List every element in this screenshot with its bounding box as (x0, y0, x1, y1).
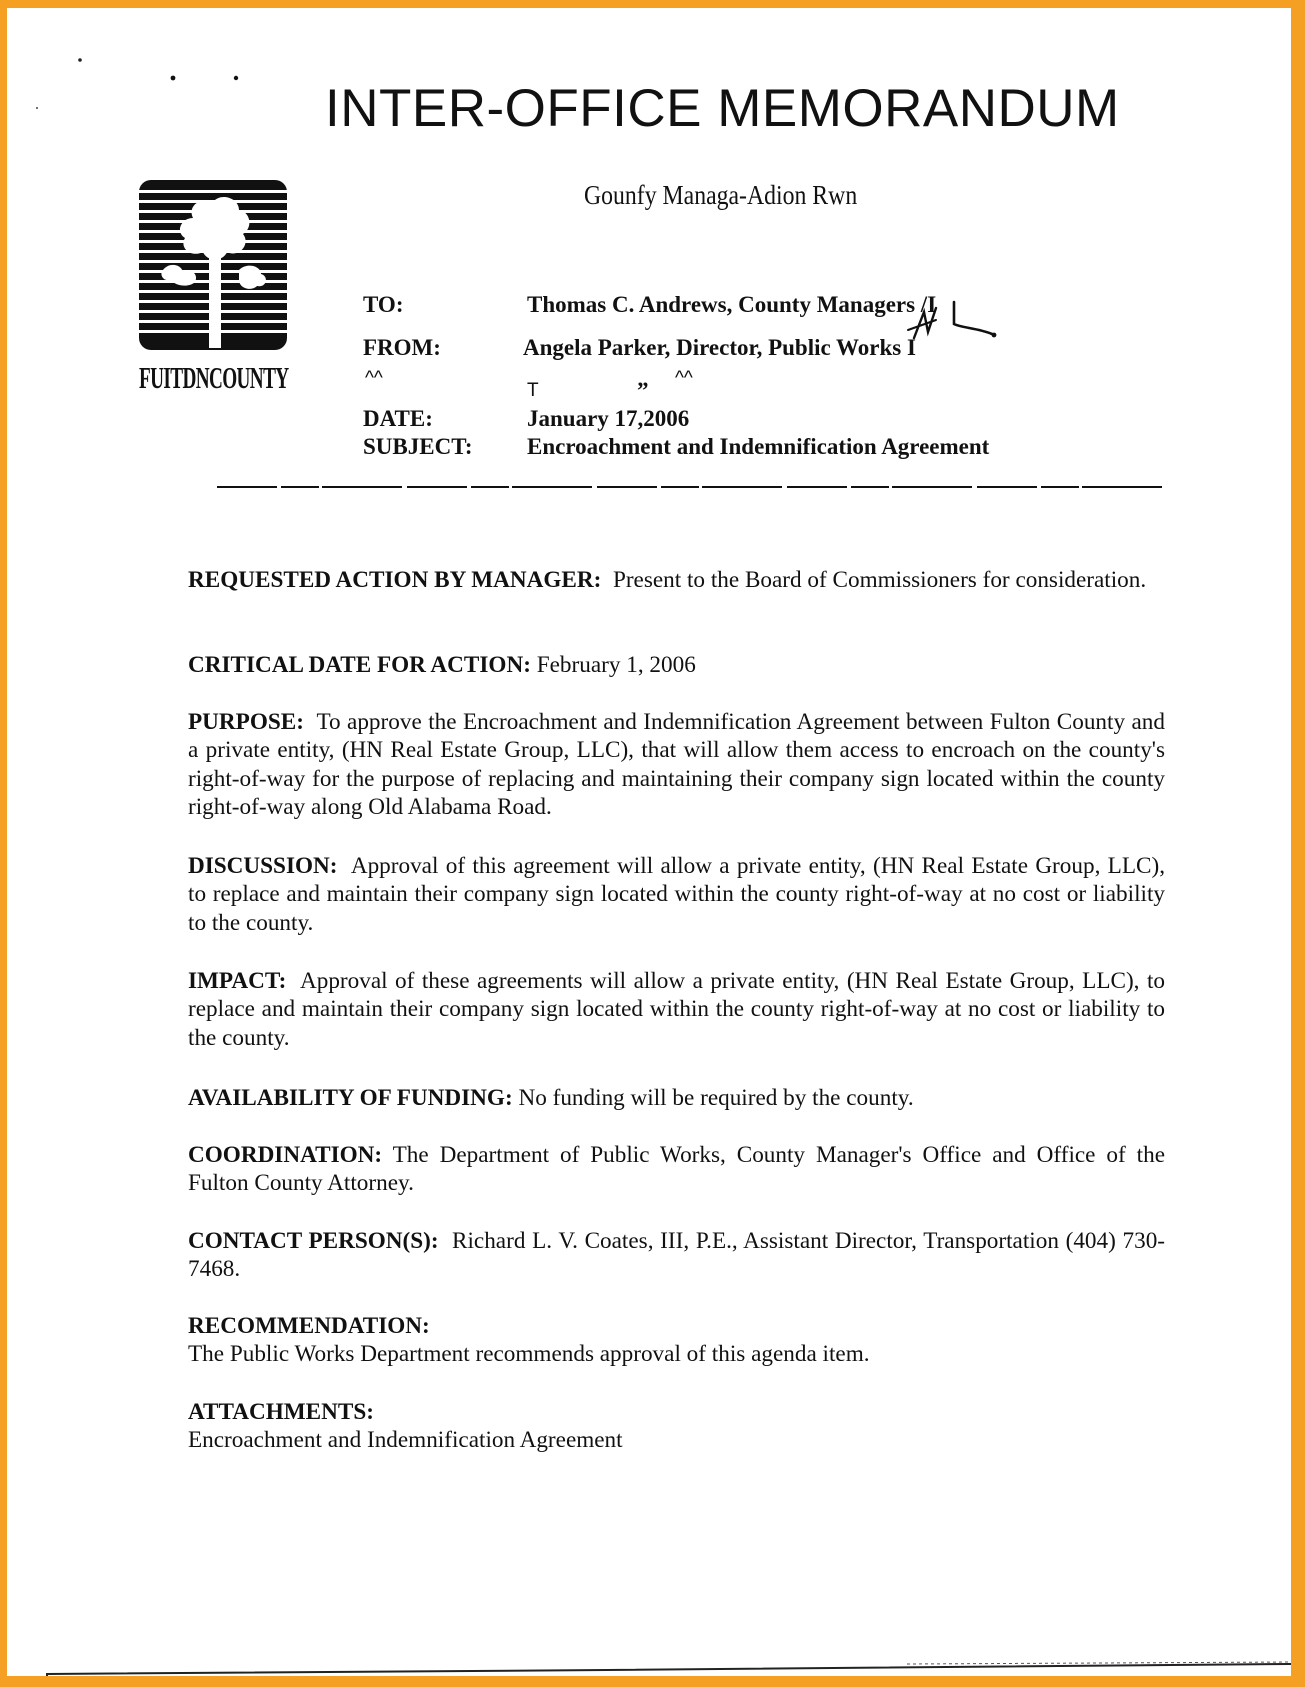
section-recommendation (188, 1312, 1165, 1369)
office-line: Gounfy Managa-Adion Rwn (584, 180, 858, 210)
scan-bottom-edge (7, 1608, 1291, 1676)
attachments-text: Encroachment and Indemnification Agreement (188, 1427, 623, 1454)
contact-text: Richard L. V. Coates, III, P.E., Assistant Director, Transportation (404) 730-7468. (188, 1228, 1166, 1283)
impact-label: IMPACT: (188, 968, 287, 994)
to-label: TO: (363, 292, 404, 317)
county-logo-text: FUITDNCOUNTY (139, 360, 289, 395)
purpose-text: To approve the Encroachment and Indemnification Agreement between Fulton County and a private entity, (HN Real Estate Group, LLC), that will allow them access to encroach on the county's right-of-way for the purpose of replacing and maintaining their company sign located within the county right-of-way along Old Alabama Road. (188, 709, 1165, 820)
discussion-label: DISCUSSION: (188, 853, 338, 879)
impact-text: Approval of these agreements will allow a private entity, (HN Real Estate Group, LLC), to replace and maintain their company sign located within the county right-of-way at no cost or liability to the county. (188, 968, 1165, 1051)
stray-mark: ^^ (365, 368, 383, 389)
coordination-label: COORDINATION: (188, 1142, 383, 1168)
stray-mark: ” (637, 378, 649, 403)
attachments-label: ATTACHMENTS: (188, 1399, 374, 1425)
header-divider (217, 484, 1167, 490)
scan-specks (7, 8, 267, 128)
section-impact (188, 967, 1165, 1052)
section-purpose (188, 708, 1165, 821)
section-critical-date (188, 651, 1165, 679)
section-discussion (188, 852, 1165, 937)
purpose-label: PURPOSE: (188, 709, 304, 735)
critical-date-label: CRITICAL DATE FOR ACTION: (188, 652, 531, 678)
subject-value: Encroachment and Indemnification Agreement (527, 434, 990, 459)
subject-label: SUBJECT: (363, 434, 473, 459)
requested-action-label: REQUESTED ACTION BY MANAGER: (188, 567, 602, 593)
from-label: FROM: (363, 335, 441, 360)
memo-page (7, 8, 1291, 1676)
requested-action-text: Present to the Board of Commissioners for consideration. (612, 567, 1147, 593)
memo-title: INTER-OFFICE MEMORANDUM (325, 79, 1120, 138)
recommendation-label: RECOMMENDATION: (188, 1313, 430, 1339)
funding-text: No funding will be required by the county. (518, 1085, 914, 1111)
discussion-text: Approval of this agreement will allow a private entity, (HN Real Estate Group, LLC), to replace and maintain their company sign located within the county right-of-way at no cost or liability to the county. (188, 853, 1165, 936)
critical-date-text: February 1, 2006 (536, 652, 696, 678)
section-funding (188, 1084, 1165, 1112)
date-label: DATE: (363, 406, 433, 431)
from-value: Angela Parker, Director, Public Works I (523, 335, 916, 360)
section-coordination (188, 1141, 1165, 1198)
stray-mark: T (527, 380, 539, 401)
county-tree-logo (135, 178, 291, 358)
funding-label: AVAILABILITY OF FUNDING: (188, 1085, 513, 1111)
section-requested-action (188, 566, 1165, 594)
recommendation-text: The Public Works Department recommends approval of this agenda item. (188, 1341, 870, 1368)
date-value: January 17,2006 (527, 406, 690, 431)
section-attachments (188, 1398, 1165, 1455)
coordination-text: The Department of Public Works, County Manager's Office and Office of the Fulton County Attorney. (188, 1142, 1165, 1197)
handwritten-initials (902, 298, 1002, 348)
contact-label: CONTACT PERSON(S): (188, 1228, 439, 1254)
section-contact (188, 1227, 1165, 1284)
stray-mark: ^^ (675, 368, 693, 389)
to-value: Thomas C. Andrews, County Managers /I (527, 292, 937, 317)
